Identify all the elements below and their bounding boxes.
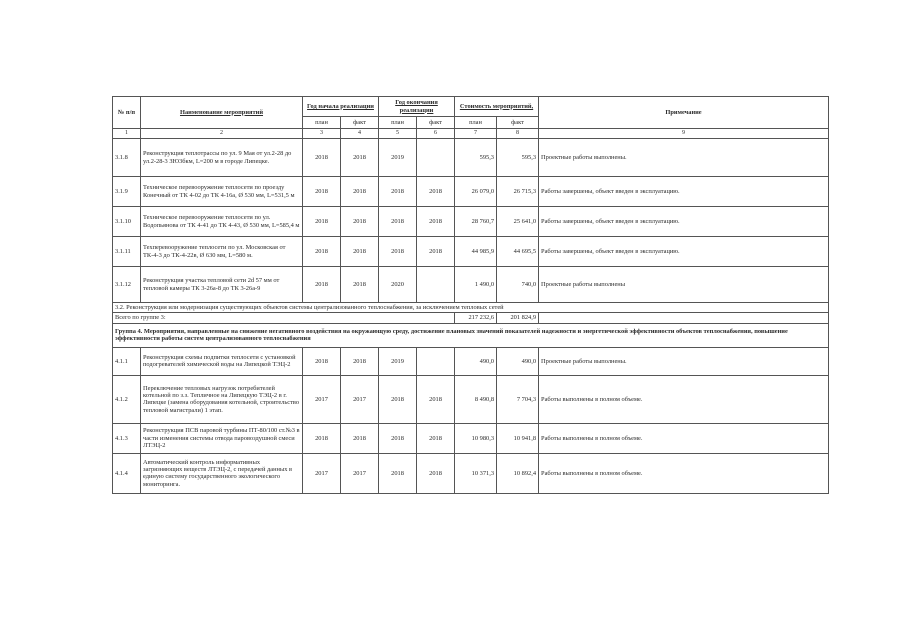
row-name: Реконструкция теплотрассы по ул. 9 Мая от ул.2-28 до ул.2-28-3 ЗЮ3бкм, L=200 м в городе Липецке. — [141, 139, 303, 177]
row-cost-plan: 8 490,8 — [455, 375, 497, 423]
row-number: 3.1.11 — [113, 237, 141, 267]
row-start-plan: 2017 — [303, 375, 341, 423]
header-name: Наименование мероприятий — [141, 97, 303, 129]
row-cost-plan: 26 079,0 — [455, 177, 497, 207]
row-name: Реконструкция схемы подпитки теплосети с установкой подогревателей химической воды на Липецкой ТЭЦ-2 — [141, 347, 303, 375]
table-row — [113, 207, 829, 237]
table-summary — [113, 303, 829, 348]
row-start-fact: 2017 — [341, 375, 379, 423]
row-start-fact: 2018 — [341, 139, 379, 177]
row-name: Автоматический контроль информативных загрязняющих веществ ЛТЭЦ-2, с передачей данных в единую систему государственного экологического мониторинга. — [141, 453, 303, 493]
row-cost-plan: 595,3 — [455, 139, 497, 177]
document-sheet — [112, 96, 828, 494]
row-start-plan: 2017 — [303, 453, 341, 493]
row-note: Работы завершены, объект введен в эксплуатацию. — [539, 237, 829, 267]
row-end-plan: 2018 — [379, 237, 417, 267]
row-cost-fact: 10 892,4 — [497, 453, 539, 493]
row-cost-fact: 10 941,8 — [497, 423, 539, 453]
table-row — [113, 267, 829, 303]
header-plan: план — [303, 117, 341, 129]
row-cost-fact: 595,3 — [497, 139, 539, 177]
row-start-fact: 2018 — [341, 347, 379, 375]
row-cost-plan: 1 490,0 — [455, 267, 497, 303]
row-cost-plan: 44 985,9 — [455, 237, 497, 267]
row-start-fact: 2018 — [341, 177, 379, 207]
row-number: 3.1.9 — [113, 177, 141, 207]
row-end-plan: 2019 — [379, 139, 417, 177]
col-index: 2 — [141, 129, 303, 139]
row-start-plan: 2018 — [303, 347, 341, 375]
row-start-fact: 2017 — [341, 453, 379, 493]
col-index: 6 — [417, 129, 455, 139]
row-cost-plan: 10 980,3 — [455, 423, 497, 453]
header-end-year: Год окончания реализации — [379, 97, 455, 117]
row-end-plan: 2019 — [379, 347, 417, 375]
header-note: Примечание — [539, 97, 829, 129]
table-row — [113, 453, 829, 493]
row-name: Техническое перевооружение теплосети по проезду Конечный от ТК 4-02 до ТК 4-16а, Ø 530 мм, L=531,5 м — [141, 177, 303, 207]
header-fact: факт — [497, 117, 539, 129]
row-end-fact: 2018 — [417, 423, 455, 453]
row-start-fact: 2018 — [341, 207, 379, 237]
row-start-fact: 2018 — [341, 267, 379, 303]
row-note: Работы завершены, объект введен в эксплуатацию. — [539, 207, 829, 237]
row-end-fact: 2018 — [417, 453, 455, 493]
col-index: 5 — [379, 129, 417, 139]
row-end-plan: 2018 — [379, 375, 417, 423]
table-row — [113, 237, 829, 267]
row-number: 4.1.3 — [113, 423, 141, 453]
row-start-plan: 2018 — [303, 207, 341, 237]
header-num: № п/п — [113, 97, 141, 129]
row-name: Техперевооружение теплосети по ул. Московская от ТК-4-3 до ТК-4-22в, Ø 630 мм, L=580 м. — [141, 237, 303, 267]
row-start-fact: 2018 — [341, 237, 379, 267]
table-row — [113, 347, 829, 375]
row-end-fact: 2018 — [417, 207, 455, 237]
row-cost-fact: 26 715,3 — [497, 177, 539, 207]
row-end-plan: 2018 — [379, 207, 417, 237]
header-cost: Стоимость мероприятий, — [455, 97, 539, 117]
col-index: 3 — [303, 129, 341, 139]
row-end-plan: 2020 — [379, 267, 417, 303]
row-note: Работы выполнены в полном объеме. — [539, 423, 829, 453]
row-start-plan: 2018 — [303, 139, 341, 177]
table-row — [113, 177, 829, 207]
total-note — [539, 313, 829, 323]
row-start-fact: 2018 — [341, 423, 379, 453]
col-index: 8 — [497, 129, 539, 139]
table-header — [113, 97, 829, 139]
row-cost-fact: 7 704,3 — [497, 375, 539, 423]
header-start-year: Год начала реализации — [303, 97, 379, 117]
row-end-fact — [417, 267, 455, 303]
subsection-row: 3.2. Реконструкция или модернизация существующих объектов системы централизованного теплоснабжения, за исключением тепловых сетей — [113, 303, 829, 313]
row-number: 4.1.4 — [113, 453, 141, 493]
col-index: 4 — [341, 129, 379, 139]
table-row — [113, 139, 829, 177]
table-row — [113, 375, 829, 423]
row-end-fact — [417, 347, 455, 375]
row-note: Проектные работы выполнены — [539, 267, 829, 303]
row-end-fact: 2018 — [417, 177, 455, 207]
row-number: 4.1.1 — [113, 347, 141, 375]
row-end-fact: 2018 — [417, 237, 455, 267]
row-start-plan: 2018 — [303, 267, 341, 303]
col-index: 1 — [113, 129, 141, 139]
row-cost-plan: 490,0 — [455, 347, 497, 375]
row-number: 3.1.10 — [113, 207, 141, 237]
row-cost-fact: 490,0 — [497, 347, 539, 375]
row-name: Переключение тепловых нагрузок потребителей котельной по з.з. Тепличное на Липецкую ТЭЦ-2 в г. Липецке (замена оборудования котельной, строительство тепловой магистрали) 1 этап. — [141, 375, 303, 423]
table-row — [113, 423, 829, 453]
total-cost-fact: 201 824,9 — [497, 313, 539, 323]
header-plan: план — [455, 117, 497, 129]
row-note: Проектные работы выполнены. — [539, 347, 829, 375]
row-end-plan: 2018 — [379, 177, 417, 207]
row-cost-fact: 25 641,0 — [497, 207, 539, 237]
row-end-plan: 2018 — [379, 453, 417, 493]
header-plan: план — [379, 117, 417, 129]
row-start-plan: 2018 — [303, 237, 341, 267]
row-number: 4.1.2 — [113, 375, 141, 423]
col-index: 7 — [455, 129, 497, 139]
row-note: Работы выполнены в полном объеме. — [539, 375, 829, 423]
row-cost-fact: 740,0 — [497, 267, 539, 303]
table-body-group4 — [113, 347, 829, 493]
row-start-plan: 2018 — [303, 423, 341, 453]
group-4-heading: Группа 4. Мероприятия, направленные на снижение негативного воздействия на окружающую среду, достижение плановых значений показателей надежности и энергетической эффективности объектов теплоснабжения, повышение эффективности работы систем централизованного теплоснабжения — [113, 323, 829, 347]
row-cost-fact: 44 695,5 — [497, 237, 539, 267]
row-name: Реконструкция ПСВ паровой турбины ПТ-80/100 ст.№3 в части изменения системы отвода паровоздушной смеси ЛТЭЦ-2 — [141, 423, 303, 453]
row-start-plan: 2018 — [303, 177, 341, 207]
row-note: Работы завершены, объект введен в эксплуатацию. — [539, 177, 829, 207]
row-note: Работы выполнены в полном объеме. — [539, 453, 829, 493]
row-end-fact — [417, 139, 455, 177]
row-end-fact: 2018 — [417, 375, 455, 423]
measures-table — [112, 96, 829, 494]
row-cost-plan: 10 371,3 — [455, 453, 497, 493]
table-body-group3 — [113, 139, 829, 303]
row-number: 3.1.12 — [113, 267, 141, 303]
col-index: 9 — [539, 129, 829, 139]
row-end-plan: 2018 — [379, 423, 417, 453]
row-name: Техническое перевооружение теплосети по ул. Водопьянова от ТК 4-41 до ТК 4-43, Ø 530 мм, L=585,4 м — [141, 207, 303, 237]
row-note: Проектные работы выполнены. — [539, 139, 829, 177]
row-cost-plan: 28 760,7 — [455, 207, 497, 237]
row-number: 3.1.8 — [113, 139, 141, 177]
total-cost-plan: 217 232,6 — [455, 313, 497, 323]
header-fact: факт — [417, 117, 455, 129]
row-name: Реконструкция участка тепловой сети 2d 57 мм от тепловой камеры ТК 3-26а-8 до ТК 3-26а-9 — [141, 267, 303, 303]
header-fact: факт — [341, 117, 379, 129]
total-label: Всего по группе 3: — [113, 313, 455, 323]
